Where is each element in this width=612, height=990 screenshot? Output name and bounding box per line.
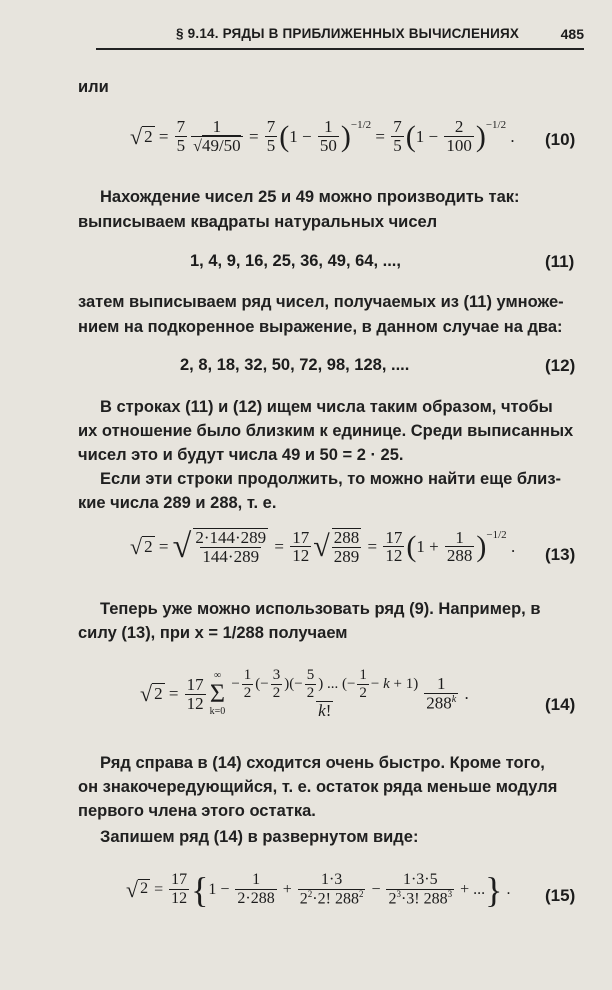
text-p5-l2: силу (13), при x = 1/288 получаем xyxy=(78,624,348,642)
equation-number-13: (13) xyxy=(545,545,576,564)
equation-number-12: (12) xyxy=(545,356,576,375)
text-p2-l1: затем выписываем ряд чисел, получаемых из (11) умноже- xyxy=(78,293,564,311)
equation-number-14: (14) xyxy=(545,695,576,714)
text-p2-l2: нием на подкоренное выражение, в данном случае на два: xyxy=(78,318,563,336)
equation-10: √ 2 = $\frac{7}{5}$ $\frac{1}{√49/50}$ = $\frac{7}{5}$ ( 1 − $\frac{1}{50}$ ) −1/2 = $\frac{7}{5}$ ( 1 − $\frac{2}{100}$ ) −1/2 . xyxy=(130,117,515,155)
text-p4-l1: Если эти строки продолжить, то можно найти еще близ- xyxy=(100,470,562,488)
text-p7-l1: Запишем ряд (14) в развернутом виде: xyxy=(100,828,419,846)
text-p6-l1: Ряд справа в (14) сходится очень быстро. Кроме того, xyxy=(100,754,545,772)
text-ili: или xyxy=(78,78,109,96)
equation-13: √ 2 = √ $\frac{2\cdot 144\cdot 289}{144\cdot 289}$ = $\frac{17}{12}$ √ $\frac{288}{289}$ = $\frac{17}{12}$ ( 1 + $\frac{1}{288}$ ) −1/2 . xyxy=(130,527,516,566)
text-p6-l3: первого члена этого остатка. xyxy=(78,802,316,820)
equation-14: √ 2 = $\frac{17}{12}$ ∞ Σ k=0 − $\frac{1}{2}$ (− $\frac{3}{2}$ )(− $\frac{5}{2}$ ) ... (− $\frac{1}{2}$ − k + 1) k! $\frac{1}{288^k}$ . xyxy=(140,667,469,721)
text-p6-l2: он знакочередующийся, т. е. остаток ряда меньше модуля xyxy=(78,778,558,796)
section-title: § 9.14. РЯДЫ В ПРИБЛИЖЕННЫХ ВЫЧИСЛЕНИЯХ xyxy=(176,26,520,41)
equation-number-10: (10) xyxy=(545,130,576,149)
equation-number-15: (15) xyxy=(545,886,576,905)
text-p3-l1: В строках (11) и (12) ищем числа таким образом, чтобы xyxy=(100,398,553,416)
text-p5-l1: Теперь уже можно использовать ряд (9). Например, в xyxy=(100,600,541,618)
text-p3-l3: чисел это и будут числа 49 и 50 = 2 · 25. xyxy=(78,446,404,464)
text-p3-l2: их отношение было близким к единице. Среди выписанных xyxy=(78,422,574,440)
equation-number-11: (11) xyxy=(545,252,575,271)
equation-15: √ 2 = $\frac{17}{12}$ { 1 − $\frac{1}{2\cdot 288}$ + $\frac{1\cdot 3}{2^2\cdot 2! 288^2}$ − $\frac{1\cdot 3\cdot 5}{2^3\cdot 3! 288^3}$ + ... } . xyxy=(126,870,511,910)
page-number: 485 xyxy=(560,26,584,42)
text-p4-l2: кие числа 289 и 288, т. е. xyxy=(78,494,277,512)
running-head xyxy=(96,22,584,50)
sequence-12: 2, 8, 18, 32, 50, 72, 98, 128, .... xyxy=(180,356,410,374)
text-p1-l1: Нахождение чисел 25 и 49 можно производить так: xyxy=(100,188,520,206)
text-p1-l2: выписываем квадраты натуральных чисел xyxy=(78,213,438,231)
sequence-11: 1, 4, 9, 16, 25, 36, 49, 64, ..., xyxy=(190,252,401,270)
